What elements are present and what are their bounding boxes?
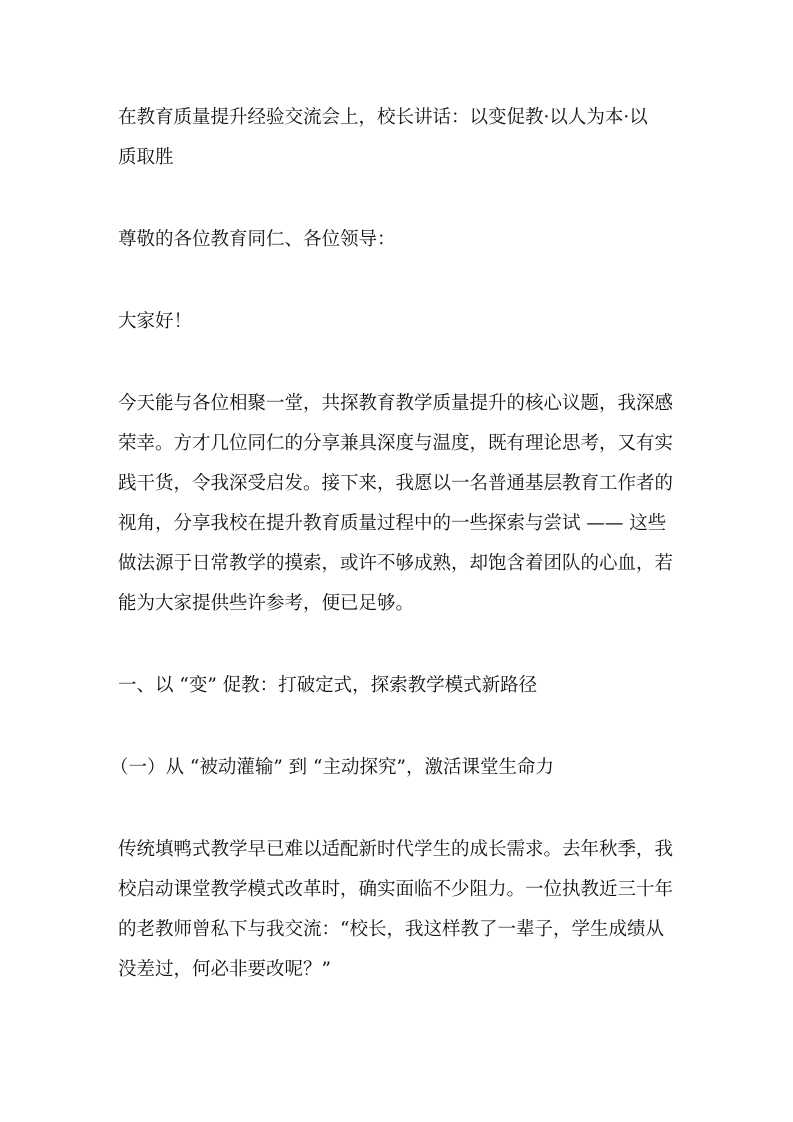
section-heading: 一、以 “变” 促教：打破定式，探索教学模式新路径	[118, 675, 538, 696]
intro-paragraph-line: 能为大家提供些许参考，便已足够。	[118, 593, 415, 614]
document-title-line-2: 质取胜	[118, 147, 174, 168]
body-paragraph-line: 校启动课堂教学模式改革时，确实面临不少阻力。一位执教近三十年	[118, 879, 674, 900]
intro-paragraph-line: 践干货，令我深受启发。接下来，我愿以一名普通基层教育工作者的	[118, 473, 674, 494]
subsection-heading: （一）从 “被动灌输” 到 “主动探究”，激活课堂生命力	[110, 757, 554, 778]
salutation: 尊敬的各位教育同仁、各位领导：	[118, 229, 396, 250]
body-paragraph-line: 传统填鸭式教学早已难以适配新时代学生的成长需求。去年秋季，我	[118, 839, 674, 860]
intro-paragraph-line: 荣幸。方才几位同仁的分享兼具深度与温度，既有理论思考，又有实	[118, 433, 674, 454]
body-paragraph-line: 的老教师曾私下与我交流：“校长，我这样教了一辈子，学生成绩从	[118, 919, 664, 940]
intro-paragraph-line: 今天能与各位相聚一堂，共探教育教学质量提升的核心议题，我深感	[118, 393, 674, 414]
document-title-line-1: 在教育质量提升经验交流会上，校长讲话：以变促教·以人为本·以	[118, 107, 648, 128]
intro-paragraph-line: 视角，分享我校在提升教育质量过程中的一些探索与尝试 —— 这些	[118, 513, 667, 534]
greeting: 大家好！	[118, 311, 193, 332]
body-paragraph-line: 没差过，何必非要改呢？”	[118, 959, 331, 980]
intro-paragraph-line: 做法源于日常教学的摸索，或许不够成熟，却饱含着团队的心血，若	[118, 553, 674, 574]
